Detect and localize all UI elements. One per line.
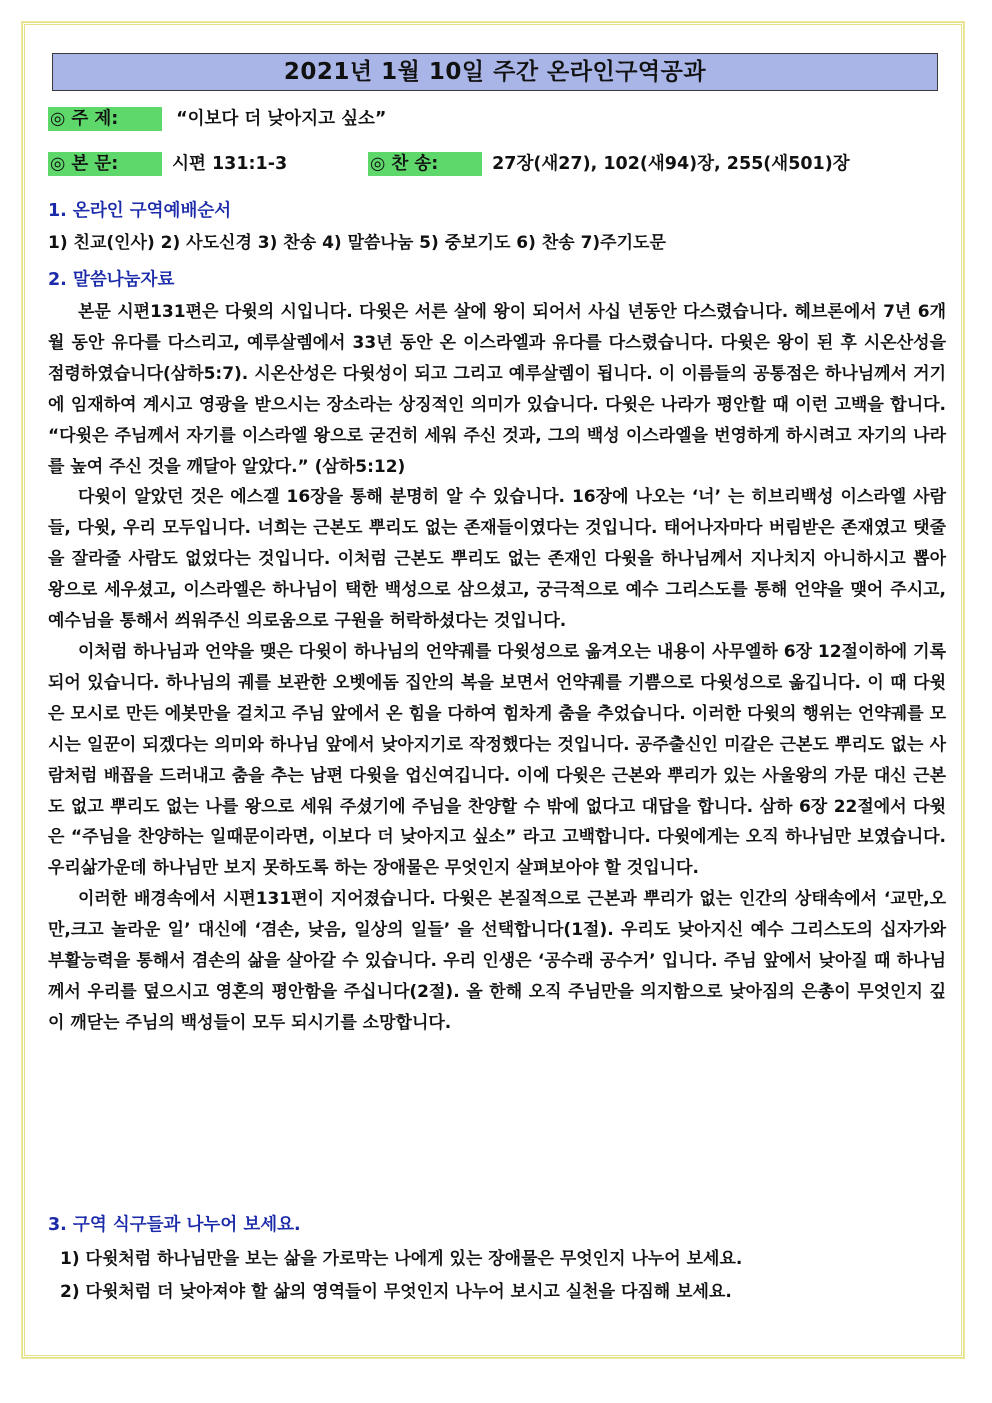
sermon-text	[48, 297, 946, 1039]
scripture-value: 시편 131:1-3	[172, 154, 288, 174]
hymn-label: ◎ 찬 송:	[368, 152, 482, 176]
worship-order: 1) 친교(인사) 2) 사도신경 3) 찬송 4) 말씀나눔 5) 중보기도 6) 찬송 7)주기도문	[48, 233, 666, 253]
sermon-paragraph: 본문 시편131편은 다윗의 시입니다. 다윗은 서른 살에 왕이 되어서 사십 년동안 다스렸습니다. 헤브론에서 7년 6개월 동안 유다를 다스리고, 예루살렘에서 33년 동안 온 이스라엘과 유다를 다스렸습니다. 다윗은 왕이 된 후 시온산성을 점령하였습니다(삼하5:7). 시온산성은 다윗성이 되고 그리고 예루살렘이 됩니다. 이 이름들의 공통점은 하나님께서 거기에 임재하여 계시고 영광을 받으시는 장소라는 상징적인 의미가 있습니다. 다윗은 나라가 평안할 때 이런 고백을 합니다. “다윗은 주님께서 자기를 이스라엘 왕으로 굳건히 세워 주신 것과, 그의 백성 이스라엘을 번영하게 하시려고 자기의 나라를 높여 주신 것을 깨달아 알았다.” (삼하5:12)	[48, 302, 946, 477]
scripture-line	[48, 152, 287, 176]
sermon-paragraph: 이러한 배경속에서 시편131편이 지어졌습니다. 다윗은 본질적으로 근본과 뿌리가 없는 인간의 상태속에서 ‘교만,오만,크고 놀라운 일’ 대신에 ‘겸손, 낮음, 일상의 일들’ 을 선택합니다(1절). 우리도 낮아지신 예수 그리스도의 십자가와 부활능력을 통해서 겸손의 삶을 살아갈 수 있습니다. 우리 인생은 ‘공수래 공수거’ 입니다. 주님 앞에서 낮아질 때 하나님께서 우리를 덮으시고 영혼의 평안함을 주십니다(2절). 올 한해 오직 주님만을 의지함으로 낮아짐의 은총이 무엇인지 깊이 깨닫는 주님의 백성들이 모두 되시기를 소망합니다.	[48, 889, 946, 1033]
theme-label: ◎ 주 제:	[48, 107, 162, 131]
discussion-question: 1) 다윗처럼 하나님만을 보는 삶을 가로막는 나에게 있는 장애물은 무엇인지 나누어 보세요.	[60, 1249, 743, 1269]
section1-heading: 1. 온라인 구역예배순서	[48, 201, 232, 221]
sermon-paragraph: 이처럼 하나님과 언약을 맺은 다윗이 하나님의 언약궤를 다윗성으로 옮겨오는 내용이 사무엘하 6장 12절이하에 기록되어 있습니다. 하나님의 궤를 보관한 오벳에돔 집안의 복을 보면서 언약궤를 기쁨으로 다윗성으로 옮깁니다. 이 때 다윗은 모시로 만든 에봇만을 걸치고 주님 앞에서 온 힘을 다하여 힘차게 춤을 추었습니다. 이러한 다윗의 행위는 언약궤를 모시는 일꾼이 되겠다는 의미와 하나님 앞에서 낮아지기로 작정했다는 것입니다. 공주출신인 미갈은 근본도 뿌리도 없는 사람처럼 배꼽을 드러내고 춤을 추는 남편 다윗을 업신여깁니다. 이에 다윗은 근본와 뿌리가 있는 사울왕의 가문 대신 근본도 없고 뿌리도 없는 나를 왕으로 세워 주셨기에 주님을 찬양할 수 밖에 없다고 대답을 합니다. 삼하 6장 22절에서 다윗은 “주님을 찬양하는 일때문이라면, 이보다 더 낮아지고 싶소” 라고 고백합니다. 다윗에게는 오직 하나님만 보였습니다. 우리삶가운데 하나님만 보지 못하도록 하는 장애물은 무엇인지 살펴보아야 할 것입니다.	[48, 641, 946, 879]
page-title: 2021년 1월 10일 주간 온라인구역공과	[52, 53, 938, 91]
section3-heading: 3. 구역 식구들과 나누어 보세요.	[48, 1215, 301, 1235]
theme-value: “이보다 더 낮아지고 싶소”	[176, 109, 387, 129]
section2-heading: 2. 말씀나눔자료	[48, 270, 175, 290]
discussion-question: 2) 다윗처럼 더 낮아져야 할 삶의 영역들이 무엇인지 나누어 보시고 실천을 다짐해 보세요.	[60, 1282, 732, 1302]
hymn-value: 27장(새27), 102(새94)장, 255(새501)장	[492, 154, 850, 174]
sermon-paragraph: 다윗이 알았던 것은 에스겔 16장을 통해 분명히 알 수 있습니다. 16장에 나오는 ‘너’ 는 히브리백성 이스라엘 사람들, 다윗, 우리 모두입니다. 너희는 근본도 뿌리도 없는 존재들이였다는 것입니다. 태어나자마다 버림받은 존재였고 탯줄을 잘라줄 사람도 없었다는 것입니다. 이처럼 근본도 뿌리도 없는 존재인 다윗을 하나님께서 지나치지 아니하시고 뽑아 왕으로 세우셨고, 이스라엘은 하나님이 택한 백성으로 삼으셨고, 궁극적으로 예수 그리스도를 통해 언약을 맺어 주시고, 예수님을 통해서 씌워주신 의로움으로 구원을 허락하셨다는 것입니다.	[48, 487, 946, 632]
theme-line	[48, 107, 386, 131]
hymn-line	[368, 152, 850, 176]
scripture-label: ◎ 본 문:	[48, 152, 162, 176]
